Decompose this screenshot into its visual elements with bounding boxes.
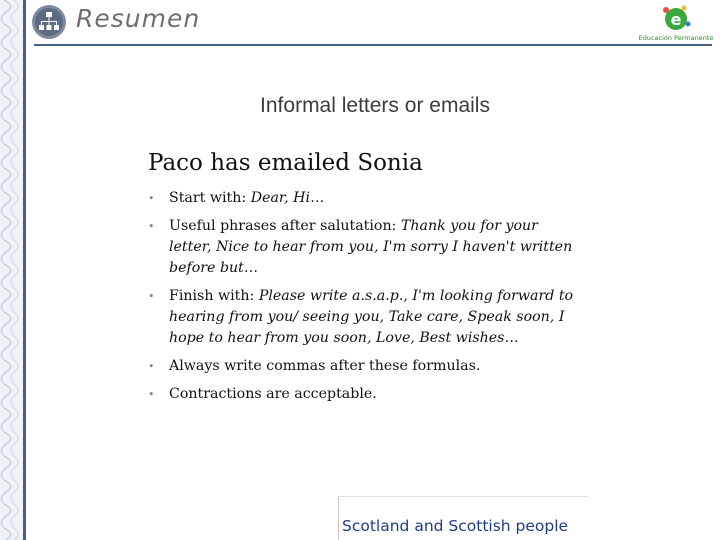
footer-text: Scotland and Scottish people <box>342 517 569 535</box>
sitemap-icon <box>30 3 68 41</box>
decorative-left-border <box>0 0 26 540</box>
bullet-icon: • <box>148 388 155 401</box>
bullet-item <box>148 286 578 349</box>
bullet-item <box>148 356 578 377</box>
bullet-example: Please write a.s.a.p., I'm looking forward to hearing from you/ seeing you, Take care, Speak soon, I hope to hear from you soon, Love, Best wishes… <box>169 288 574 346</box>
bullet-item <box>148 188 578 209</box>
bullet-icon: • <box>148 192 155 205</box>
section-title: Informal letters or emails <box>260 94 490 117</box>
bullet-icon: • <box>148 290 155 303</box>
bullet-label: Useful phrases after salutation: <box>169 218 397 234</box>
brand-text: Educación Permanente <box>638 34 714 42</box>
bullet-list <box>148 188 578 412</box>
header-title: Resumen <box>76 4 201 33</box>
bullet-label: Contractions are acceptable. <box>169 386 377 402</box>
svg-text:e: e <box>670 10 682 29</box>
slide-heading: Paco has emailed Sonia <box>148 150 423 176</box>
bullet-example: Dear, Hi… <box>250 190 325 206</box>
bullet-label: Always write commas after these formulas. <box>169 358 481 374</box>
bullet-icon: • <box>148 360 155 373</box>
bullet-label: Finish with: <box>169 288 255 304</box>
bullet-example: Thank you for your letter, Nice to hear from you, I'm sorry I haven't written before but… <box>169 218 573 276</box>
bullet-item <box>148 384 578 405</box>
bullet-icon: • <box>148 220 155 233</box>
bullet-label: Start with: <box>169 190 247 206</box>
bullet-item <box>148 216 578 279</box>
header-divider <box>34 44 712 46</box>
